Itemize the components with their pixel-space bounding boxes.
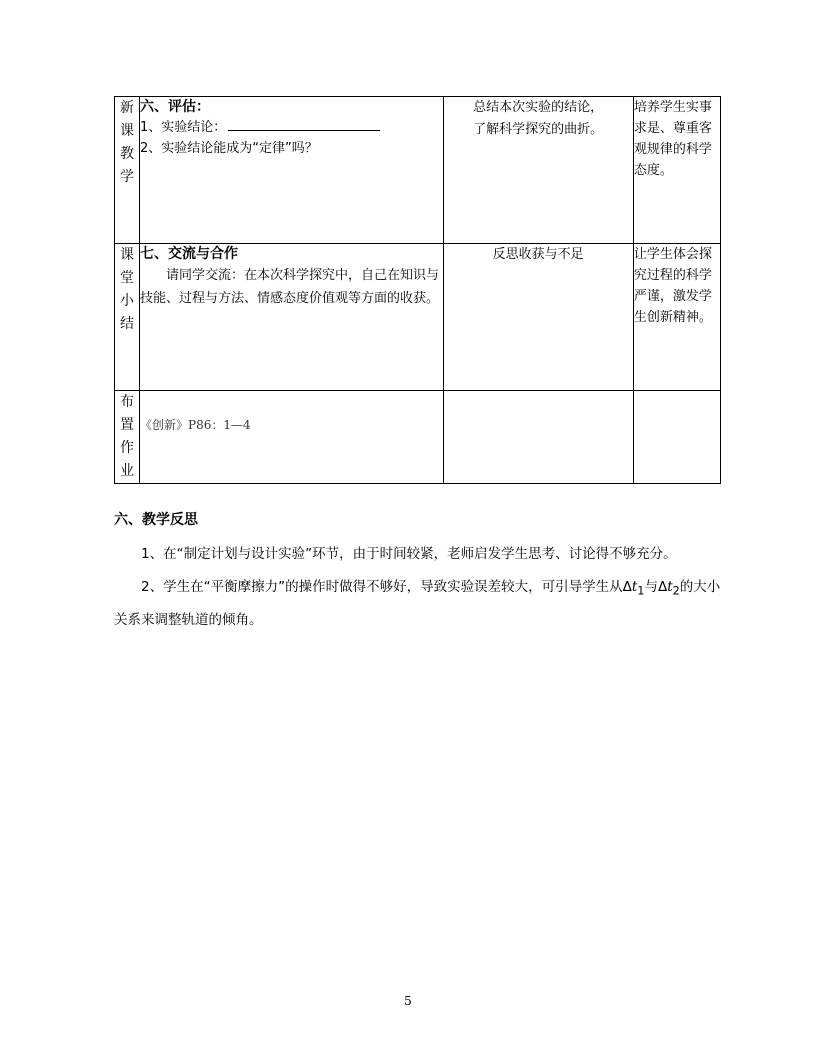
content-paragraph: 请同学交流：在本次科学探究中，自己在知识与技能、过程与方法、情感态度价值观等方面的收获。 xyxy=(140,268,440,306)
text-run: 的大小关系来调整轨道的倾角。 xyxy=(114,579,721,628)
reflection-paragraph xyxy=(114,573,724,635)
table-row xyxy=(115,244,721,391)
intent-cell: 培养学生实事求是、尊重客观规律的科学态度。 xyxy=(633,97,720,244)
section-title: 七、交流与合作 xyxy=(140,246,239,262)
math-subscript: 2 xyxy=(672,584,680,598)
text-run: 与 xyxy=(644,579,658,595)
table-row xyxy=(115,97,721,244)
intent-cell xyxy=(633,391,720,484)
method-cell xyxy=(443,244,633,391)
content-item: 2、实验结论能成为“定律”吗？ xyxy=(140,141,318,156)
text-run: 2、学生在“平衡摩擦力”的操作时做得不够好，导致实验误差较大，可引导学生从 xyxy=(141,579,623,595)
reflection-paragraph: 1、在“制定计划与设计实验”环节，由于时间较紧，老师启发学生思考、讨论得不够充分。 xyxy=(141,546,677,562)
delta-symbol: Δ xyxy=(622,579,632,595)
math-subscript: 1 xyxy=(637,584,645,598)
fill-blank xyxy=(228,118,380,131)
method-line: 反思收获与不足 xyxy=(492,247,584,262)
content-cell xyxy=(140,391,444,484)
row-label: 新课教学 xyxy=(120,100,135,185)
reflection-title: 六、教学反思 xyxy=(114,512,198,528)
row-label: 布置作业 xyxy=(120,394,135,479)
intent-cell: 让学生体会探究过程的科学严谨，激发学生创新精神。 xyxy=(633,244,720,391)
page-number: 5 xyxy=(404,994,412,1008)
method-line: 总结本次实验的结论， xyxy=(473,100,604,115)
math-var: t xyxy=(631,579,638,595)
method-line: 了解科学探究的曲折。 xyxy=(473,122,604,137)
method-cell xyxy=(443,97,633,244)
math-var: t xyxy=(667,579,673,595)
table-row xyxy=(115,391,721,484)
item-text: 1、实验结论： xyxy=(140,120,227,135)
content-cell xyxy=(140,244,444,391)
reflection-section xyxy=(114,510,724,639)
content-cell xyxy=(140,97,444,244)
delta-symbol: Δ xyxy=(657,579,668,595)
homework-text: 《创新》P86：1—4 xyxy=(140,418,251,432)
method-cell xyxy=(443,391,633,484)
section-title: 六、评估： xyxy=(140,99,211,115)
row-label-cell xyxy=(115,244,140,391)
row-label-cell xyxy=(115,97,140,244)
lesson-plan-table xyxy=(114,96,721,484)
row-label: 课堂小结 xyxy=(120,247,135,332)
content-item xyxy=(140,117,443,138)
row-label-cell xyxy=(115,391,140,484)
